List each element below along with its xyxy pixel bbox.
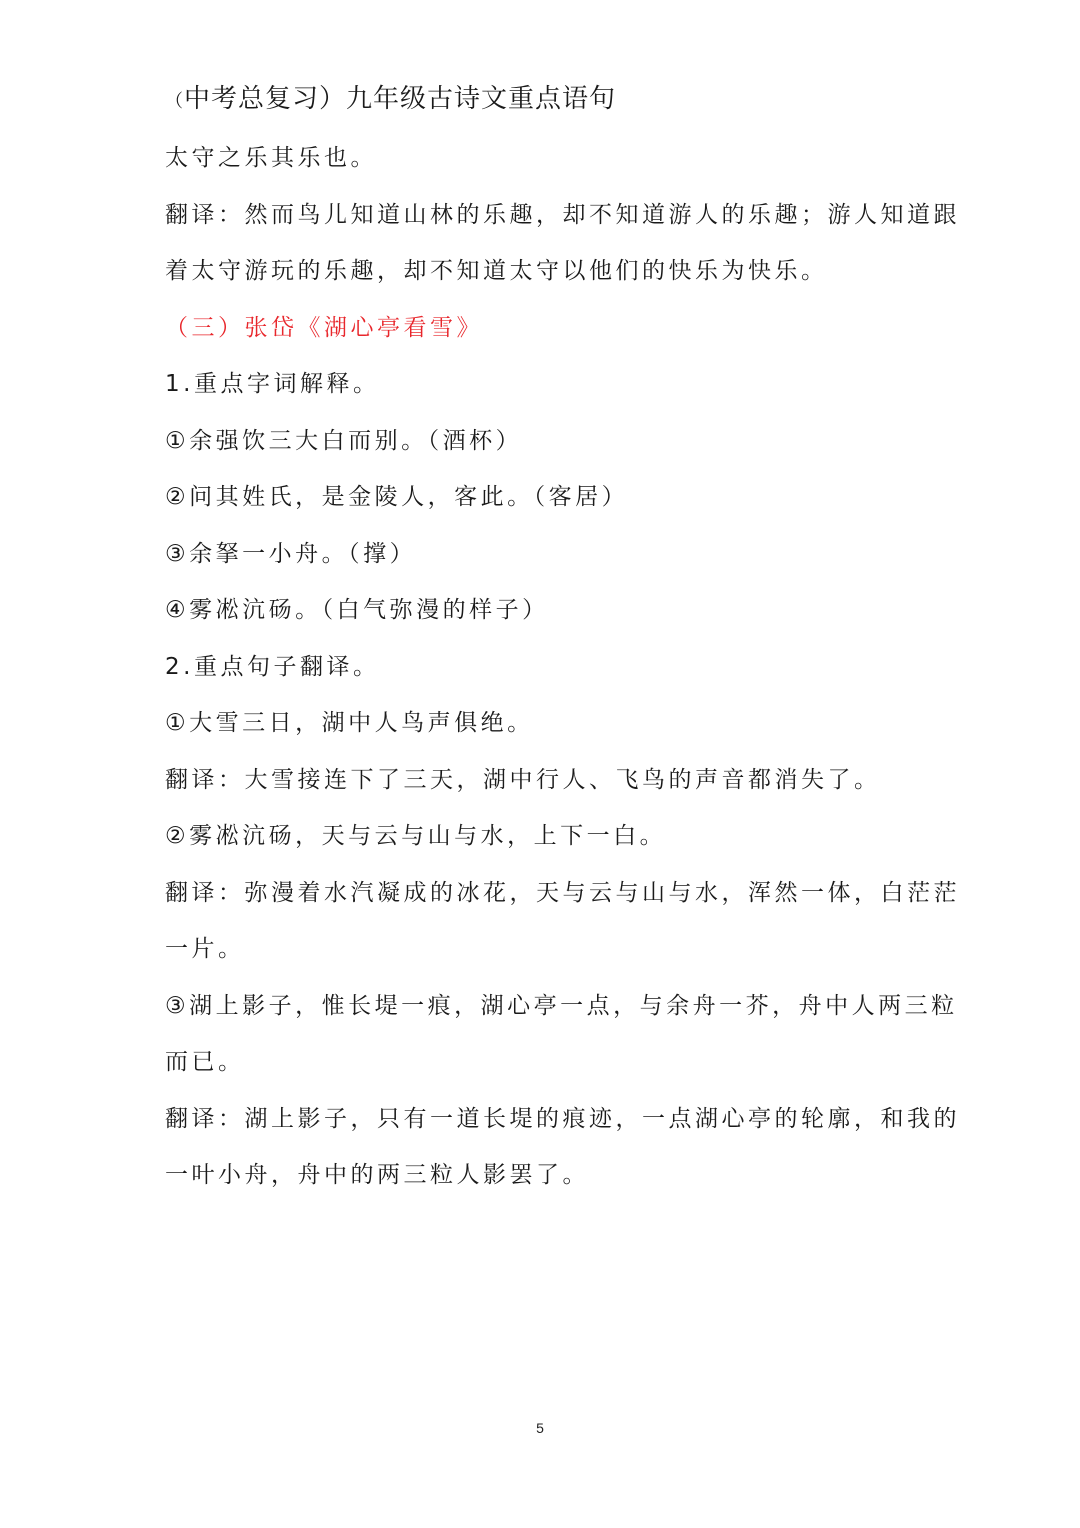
text-line: ②雾凇沆砀，天与云与山与水，上下一白。 bbox=[165, 823, 667, 849]
subheading: 2.重点句子翻译。 bbox=[165, 653, 380, 680]
text-line: ④雾凇沆砀。（白气弥漫的样子） bbox=[165, 597, 549, 623]
page-title bbox=[165, 78, 616, 115]
title-open-paren: （ bbox=[165, 91, 184, 112]
text-line: 着太守游玩的乐趣，却不知道太守以他们的快乐为快乐。 bbox=[165, 258, 828, 284]
text-line: 翻译：弥漫着水汽凝成的冰花，天与云与山与水，浑然一体，白茫茫 bbox=[165, 879, 960, 906]
text-line: ①余强饮三大白而别。（酒杯） bbox=[165, 427, 523, 454]
subheading: 1.重点字词解释。 bbox=[165, 371, 380, 397]
text-line: ③湖上影子，惟长堤一痕，湖心亭一点，与余舟一芥，舟中人两三粒 bbox=[165, 992, 958, 1019]
document-body bbox=[165, 130, 960, 1204]
text-line: 太守之乐其乐也。 bbox=[165, 145, 377, 171]
text-line: 一片。 bbox=[165, 936, 245, 962]
page-number: 5 bbox=[536, 1420, 544, 1436]
text-line: ②问其姓氏，是金陵人，客此。（客居） bbox=[165, 484, 629, 510]
title-text: 中考总复习）九年级古诗文重点语句 bbox=[184, 84, 617, 114]
section-heading: （三）张岱《湖心亭看雪》 bbox=[165, 314, 483, 341]
text-line: 翻译：湖上影子，只有一道长堤的痕迹，一点湖心亭的轮廓，和我的 bbox=[165, 1105, 960, 1132]
text-line: ①大雪三日，湖中人鸟声俱绝。 bbox=[165, 710, 534, 736]
text-line: 翻译：大雪接连下了三天，湖中行人、飞鸟的声音都消失了。 bbox=[165, 766, 881, 793]
text-line: 而已。 bbox=[165, 1049, 245, 1075]
text-line: 一叶小舟，舟中的两三粒人影罢了。 bbox=[165, 1162, 589, 1188]
text-line: ③余拏一小舟。（撑） bbox=[165, 540, 417, 567]
text-line: 翻译：然而鸟儿知道山林的乐趣，却不知道游人的乐趣；游人知道跟 bbox=[165, 201, 960, 228]
